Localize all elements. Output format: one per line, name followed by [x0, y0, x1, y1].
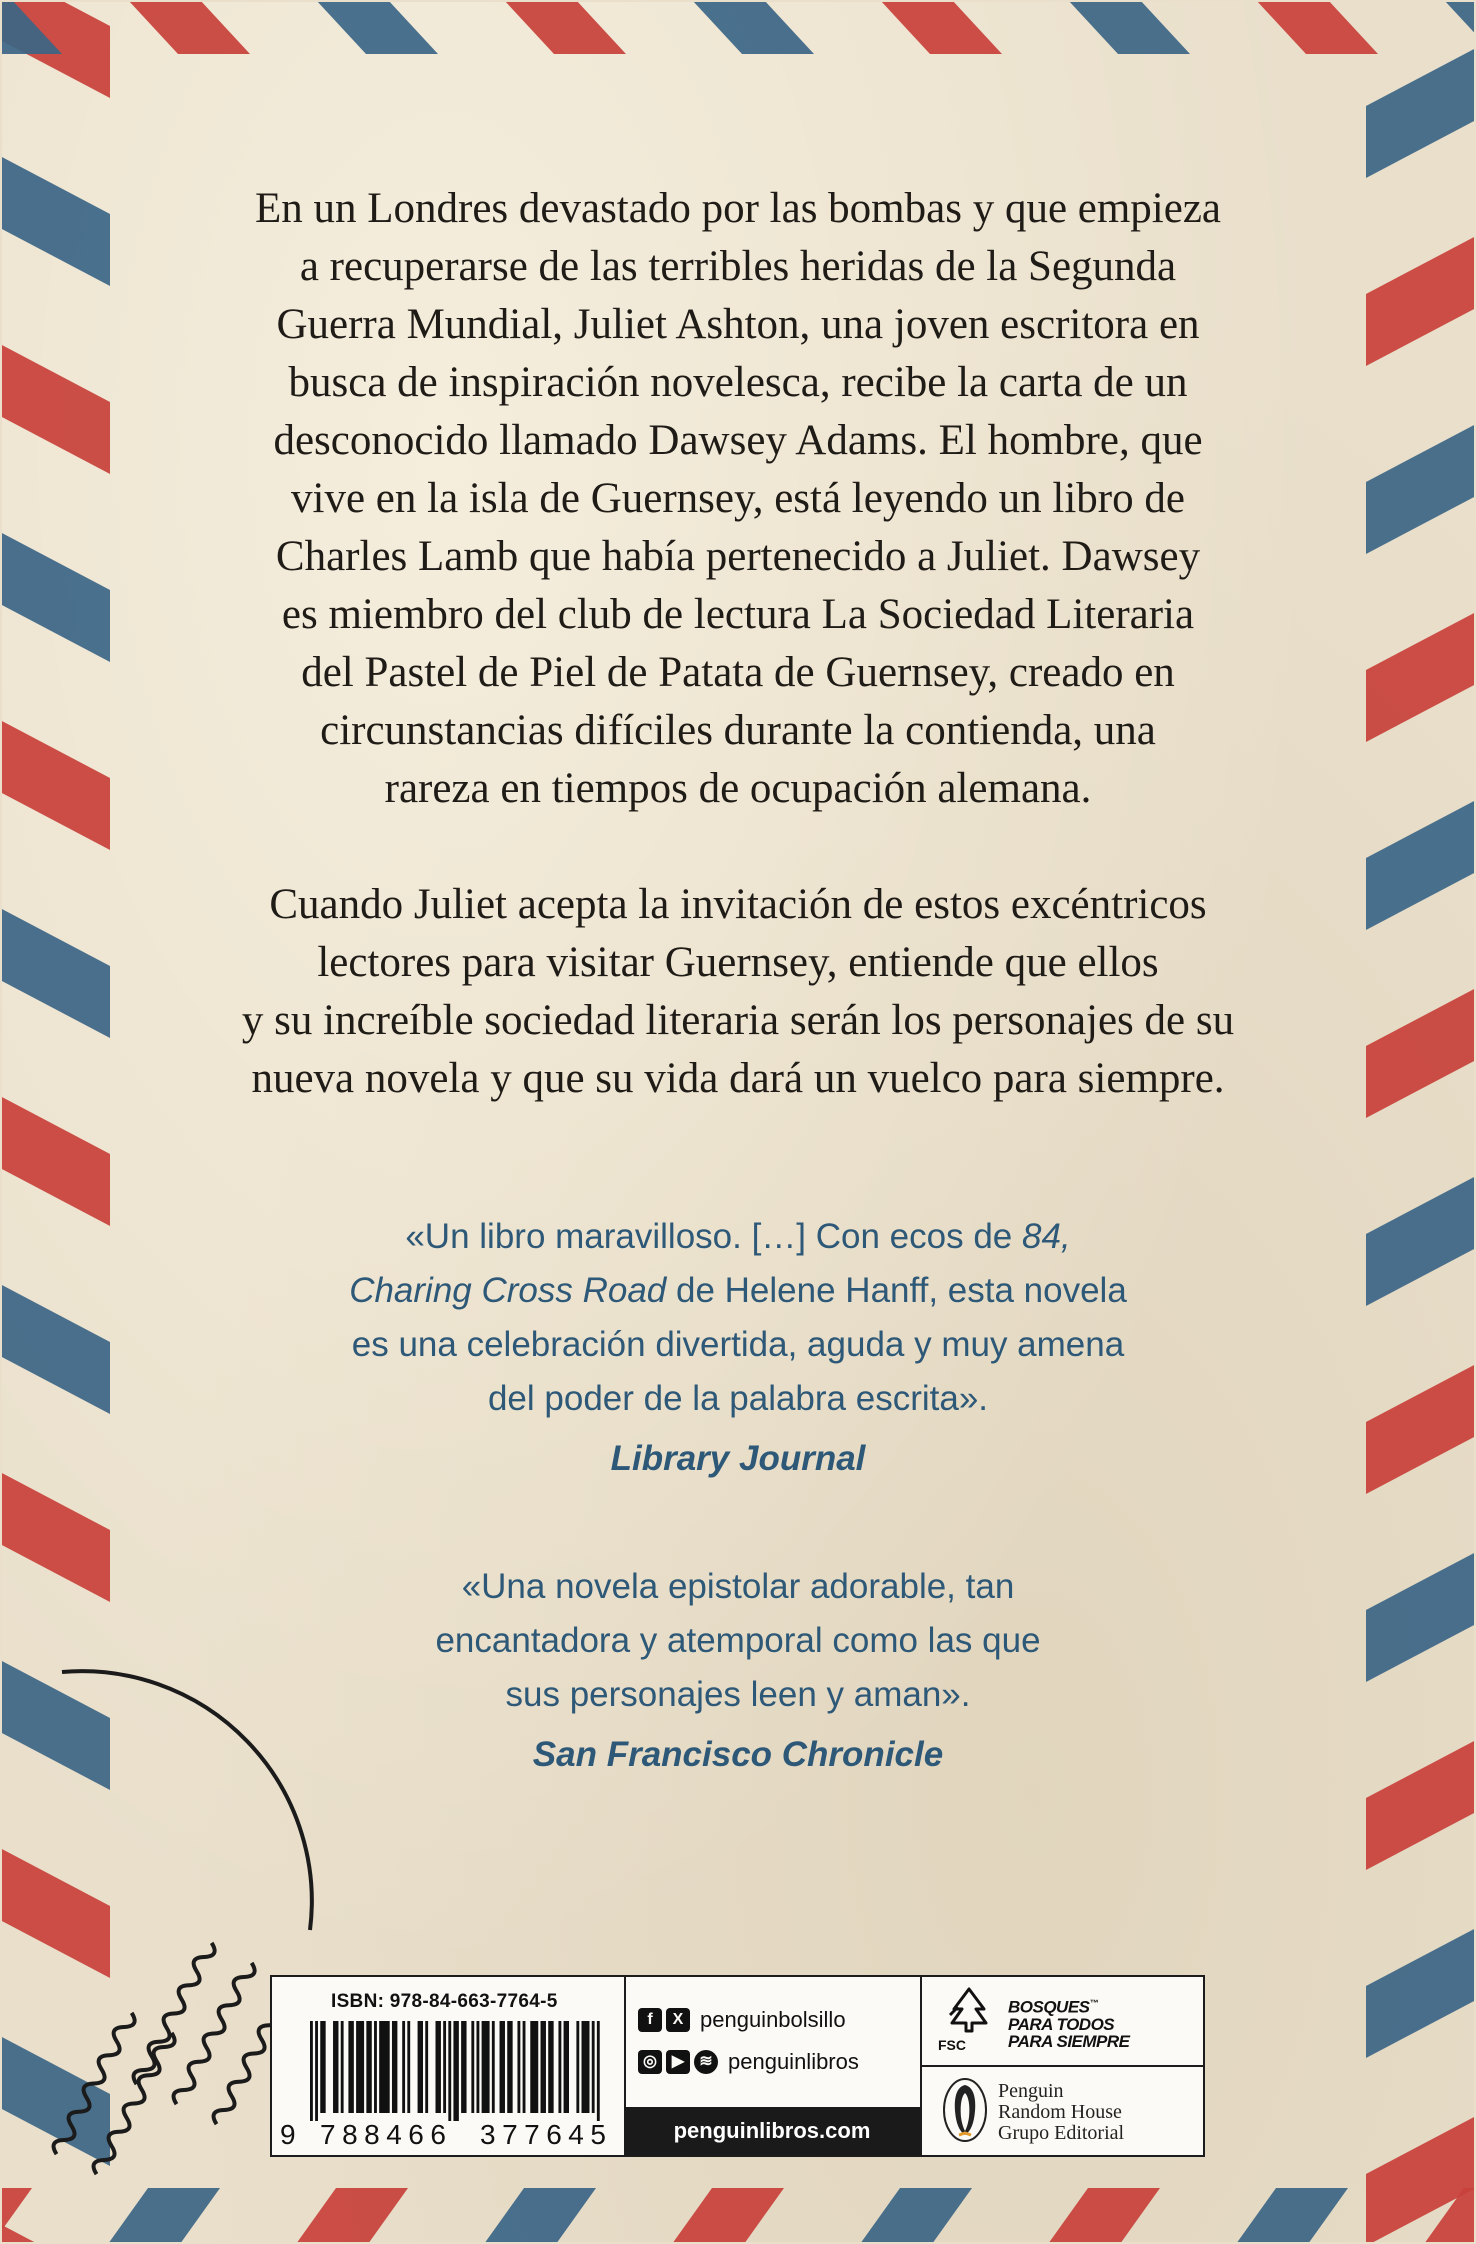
barcode-bar: [407, 2021, 410, 2113]
barcode-bar: [587, 2021, 590, 2113]
barcode-bar: [476, 2021, 479, 2113]
barcode-bar: [320, 2021, 323, 2113]
barcode-bar: [492, 2021, 495, 2113]
barcode-bar: [323, 2021, 326, 2113]
ean-digits-right: 377645: [480, 2119, 613, 2150]
social-row-bolsillo: [638, 2007, 846, 2033]
spotify-icon: ≋: [694, 2050, 718, 2074]
instagram-icon: ◎: [638, 2050, 662, 2074]
barcode-bar: [576, 2021, 579, 2113]
barcode-bar: [436, 2021, 439, 2113]
barcode-bar: [482, 2021, 485, 2113]
barcode-bar: [310, 2021, 313, 2121]
barcode-bar: [369, 2021, 372, 2113]
barcode-bar: [341, 2021, 344, 2113]
barcode-bar: [500, 2021, 503, 2113]
barcode-bar: [597, 2021, 600, 2121]
barcode-bar: [558, 2021, 561, 2113]
synopsis-paragraph-2: Cuando Juliet acepta la invitación de estos excéntricos lectores para visitar Guernsey, entiende que ellos y su increíble sociedad literaria serán los personajes de su nueva novela y que su vida dará un vuelco para siempre.: [241, 881, 1235, 1102]
fsc-tree-icon: [944, 1985, 994, 2035]
barcode-panel: [272, 1977, 626, 2155]
barcode-bar: [336, 2021, 339, 2113]
ean-digit-first: 9: [280, 2119, 296, 2150]
publisher-panel: [920, 2067, 1203, 2155]
barcode-bar: [382, 2021, 385, 2113]
barcode-bar: [448, 2021, 451, 2121]
x-icon: X: [666, 2008, 690, 2032]
barcode-bar: [523, 2021, 526, 2113]
barcode-bar: [510, 2021, 513, 2113]
barcode-bar: [374, 2021, 377, 2113]
barcode-bar: [333, 2021, 336, 2113]
barcode-bar: [359, 2021, 362, 2113]
facebook-icon: f: [638, 2008, 662, 2032]
barcode-bar: [453, 2021, 456, 2121]
fsc-slogan: BOSQUES™ PARA TODOS PARA SIEMPRE: [1008, 1997, 1130, 2051]
synopsis-paragraph-1: En un Londres devastado por las bombas y que empieza a recuperarse de las terribles heridas de la Segunda Guerra Mundial, Juliet Ashton, una joven escritora en busca de inspiración novelesca, recibe la carta de un desconocido llamado Dawsey Adams. El hombre, que vive en la isla de Guernsey, está leyendo un libro de Charles Lamb que había pertenecido a Juliet. Dawsey es miembro del club de lectura La Sociedad Literaria del Pastel de Piel de Patata de Guernsey, creado en circunstancias difíciles durante la contienda, una rareza en tiempos de ocupación alemana.: [254, 185, 1222, 812]
barcode-bar: [584, 2021, 587, 2113]
barcode-bar: [564, 2021, 567, 2113]
barcode-bar: [507, 2021, 510, 2113]
barcode-bar: [418, 2021, 421, 2113]
barcode-bar: [420, 2021, 423, 2113]
review-quote-1: [220, 1210, 1256, 1486]
barcode-bar: [566, 2021, 569, 2113]
barcode-bar: [461, 2021, 464, 2113]
social-panel: [624, 1977, 922, 2155]
barcode-bar: [402, 2021, 405, 2113]
barcode-bar: [351, 2021, 354, 2113]
website-bar: penguinlibros.com: [624, 2107, 920, 2155]
back-cover-info-box: [270, 1975, 1205, 2157]
review-1-text: «Un libro maravilloso. […] Con ecos de 84, Charing Cross Road de Helene Hanff, esta novela es una celebración divertida, aguda y muy amena del poder de la palabra escrita».: [349, 1217, 1127, 1418]
review-2-text: «Una novela epistolar adorable, tan encantadora y atemporal como las que sus personajes leen y aman».: [435, 1567, 1041, 1714]
barcode-bar: [592, 2021, 595, 2113]
ean-digits-left: 788466: [320, 2119, 453, 2150]
barcode-bar: [535, 2021, 538, 2113]
barcode-bar: [484, 2021, 487, 2113]
barcode-bar: [438, 2021, 441, 2113]
publisher-name: Penguin Random House Grupo Editorial: [998, 2080, 1125, 2144]
barcode-bar: [379, 2021, 382, 2113]
barcode-bar: [425, 2021, 428, 2113]
barcode-bar: [517, 2021, 520, 2113]
barcode-bar: [392, 2021, 395, 2113]
fsc-panel: [920, 1977, 1203, 2067]
review-quote-2: [220, 1560, 1256, 1782]
barcode-bar: [348, 2021, 351, 2113]
barcode-bar: [366, 2021, 369, 2113]
review-2-source: San Francisco Chronicle: [532, 1735, 944, 1774]
barcode-bar: [356, 2021, 359, 2113]
penguin-logo-icon: [942, 2077, 988, 2143]
social-handle-libros: penguinlibros: [728, 2049, 859, 2074]
barcode-bar: [502, 2021, 505, 2113]
barcode-bar: [387, 2021, 390, 2113]
barcode-bar: [582, 2021, 585, 2113]
review-1-source: Library Journal: [610, 1439, 866, 1478]
youtube-icon: ▶: [666, 2050, 690, 2074]
isbn-label: ISBN: 978-84-663-7764-5: [331, 1991, 558, 2012]
social-row-libros: [638, 2049, 859, 2075]
barcode-bar: [456, 2021, 459, 2121]
barcode-bar: [471, 2021, 474, 2113]
barcode-bar: [548, 2021, 551, 2113]
fsc-label: FSC: [938, 2037, 966, 2053]
barcode-bar: [384, 2021, 387, 2113]
barcode-bar: [541, 2021, 544, 2113]
postmark-wavy-lines: [50, 1940, 297, 2178]
ean-barcode: [310, 2021, 602, 2121]
barcode-bar: [551, 2021, 554, 2113]
barcode-bar: [487, 2021, 490, 2113]
barcode-bar: [361, 2021, 364, 2113]
social-handle-bolsillo: penguinbolsillo: [700, 2007, 846, 2032]
barcode-bar: [464, 2021, 467, 2113]
barcode-bar: [395, 2021, 398, 2113]
barcode-bar: [315, 2021, 318, 2121]
book-synopsis: [180, 180, 1296, 1108]
barcode-bar: [530, 2021, 533, 2113]
barcode-bar: [543, 2021, 546, 2113]
barcode-bar: [443, 2021, 446, 2113]
barcode-bar: [533, 2021, 536, 2113]
